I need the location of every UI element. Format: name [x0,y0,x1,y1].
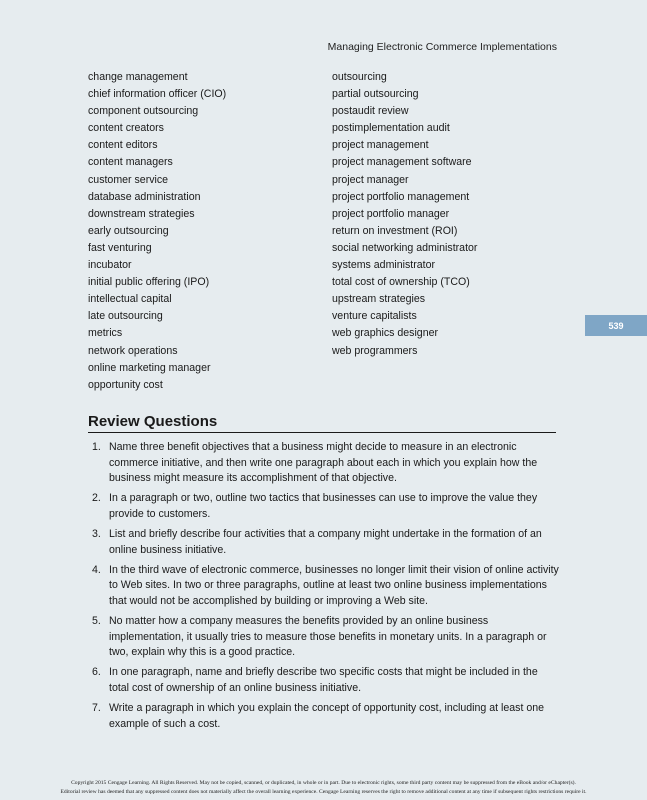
key-term: venture capitalists [332,310,417,323]
key-term: return on investment (ROI) [332,224,458,237]
question-text: In the third wave of electronic commerce, businesses no longer limit their vision of online activity to Web sites. In two or three paragraphs, outline at least two online business implementations that would not be accomplished by building or improving a Web site. [109,563,559,607]
key-term: database administration [88,190,201,203]
question-number: 1. [92,441,101,453]
copyright-line: Copyright 2015 Cengage Learning. All Rights Reserved. May not be copied, scanned, or duplicated, in whole or in part. Due to electronic rights, some third party content may be suppressed from the eBook and/or eChapter(s). [71,780,576,786]
review-question [92,491,560,522]
key-term: metrics [88,327,123,340]
review-question [92,665,560,696]
key-term: network operations [88,344,178,357]
key-term: opportunity cost [88,378,163,391]
question-number: 4. [92,563,101,576]
key-term: initial public offering (IPO) [88,276,210,289]
key-term: outsourcing [332,71,387,83]
key-term: downstream strategies [88,207,195,220]
key-terms-left-column [88,69,332,394]
question-text: In a paragraph or two, outline two tactics that businesses can use to improve the value they provide to customers. [109,492,538,520]
key-term: systems administrator [332,259,436,272]
review-question [92,563,560,610]
key-term: online marketing manager [88,361,211,374]
key-term: project management software [332,156,472,169]
question-number: 2. [92,492,101,505]
key-term: component outsourcing [88,105,199,118]
review-question [92,701,560,732]
review-question [92,527,560,558]
key-term: content creators [88,122,164,135]
question-text: Name three benefit objectives that a business might decide to measure in an electronic commerce initiative, and then write one paragraph about each in which you explain how the business might measure its accomplishment of that objective. [109,441,538,485]
key-term: postimplementation audit [332,122,450,135]
key-term: upstream strategies [332,293,426,306]
review-question [92,440,560,487]
running-head: Managing Electronic Commerce Implementations [327,41,557,53]
key-term: intellectual capital [88,293,172,306]
question-number: 6. [92,666,101,679]
copyright-notice [0,779,647,797]
key-term: project portfolio management [332,190,470,203]
key-term: customer service [88,173,169,186]
key-term: postaudit review [332,105,409,118]
review-question [92,614,560,661]
question-text: No matter how a company measures the benefits provided by an online business implementation, it usually tries to measure those benefits in monetary units. In a paragraph or two, explain why this is a good practice. [109,614,547,659]
question-number: 7. [92,701,101,714]
key-term: web programmers [332,344,418,357]
key-term: content editors [88,139,158,152]
question-text: List and briefly describe four activities that a company might undertake in the formation of an online business initiative. [109,527,542,556]
question-text: Write a paragraph in which you explain the concept of opportunity cost, including at least one example of such a cost. [109,701,545,730]
key-term: social networking administrator [332,241,478,254]
section-title: Review Questions [88,413,556,433]
key-term: web graphics designer [332,327,438,340]
key-term: project manager [332,173,409,186]
key-term: project portfolio manager [332,207,450,220]
copyright-line: Editorial review has deemed that any suppressed content does not materially affect the overall learning experience. Cengage Learning reserves the right to remove additional content at any time if subsequent rights restrictions require it. [60,789,587,795]
key-term: content managers [88,156,173,169]
key-terms-list [88,69,576,394]
key-term: change management [88,71,188,83]
review-questions-list [92,440,560,737]
question-text: In one paragraph, name and briefly describe two specific costs that might be included in the total cost of ownership of an online business initiative. [109,666,538,694]
key-term: chief information officer (CIO) [88,88,227,101]
key-term: total cost of ownership (TCO) [332,276,470,289]
key-term: project management [332,139,429,152]
question-number: 5. [92,614,101,627]
page-number-tab: 539 [585,315,647,336]
key-term: partial outsourcing [332,88,419,101]
key-term: fast venturing [88,241,152,254]
key-term: late outsourcing [88,310,163,323]
question-number: 3. [92,527,101,540]
key-term: incubator [88,259,132,272]
key-term: early outsourcing [88,224,169,237]
key-terms-right-column [332,69,576,394]
